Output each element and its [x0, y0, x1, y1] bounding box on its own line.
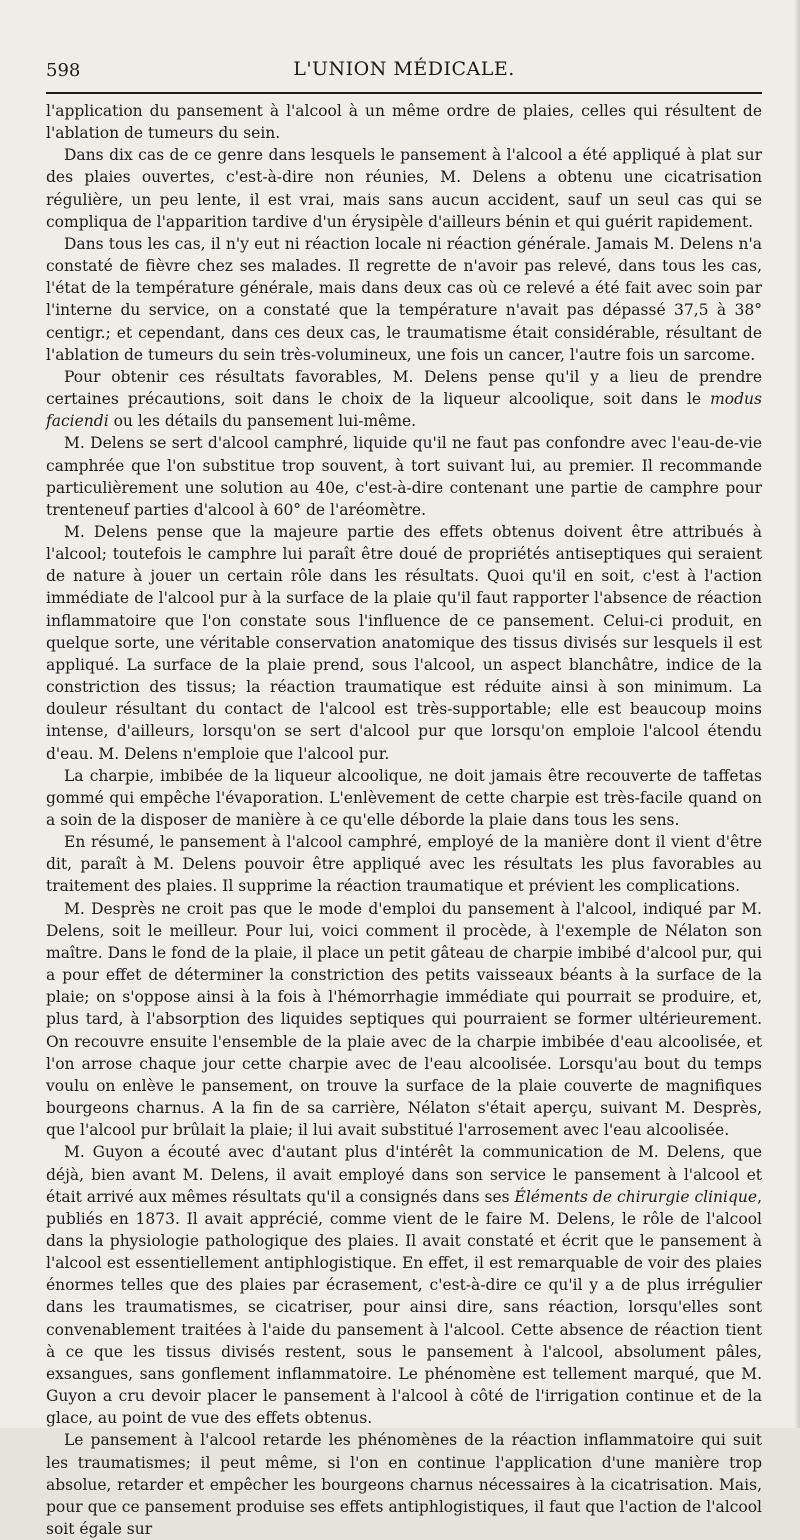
- running-title: L'UNION MÉDICALE.: [293, 58, 515, 80]
- paragraph: M. Delens se sert d'alcool camphré, liquide qu'il ne faut pas confondre avec l'eau-de-vie camphrée que l'on substitue trop souvent, à tort suivant lui, au premier. Il recommande particulièrement une solution au 40e, c'est-à-dire contenant une partie de camphre pour trenteneuf parties d'alcool à 60° de l'aréomètre.: [46, 434, 762, 519]
- page-edge-shadow: [794, 0, 800, 1428]
- paragraph-text: ou les détails du pansement lui-même.: [108, 412, 417, 431]
- paragraph: En résumé, le pansement à l'alcool camphré, employé de la manière dont il vient d'être dit, paraît à M. Delens pouvoir être appliqué avec les résultats les plus favorables au traitement des plaies. Il supprime la réaction traumatique et prévient les complications.: [46, 833, 762, 896]
- paragraph: Dans tous les cas, il n'y eut ni réaction locale ni réaction générale. Jamais M. Delens n'a constaté de fièvre chez ses malades. Il regrette de n'avoir pas relevé, dans tous les cas, l'état de la température générale, mais dans deux cas où ce relevé a été fait avec soin par l'interne du service, on a constaté que la température n'avait pas dépassé 37,5 à 38° centigr.; et cependant, dans ces deux cas, le traumatisme était considérable, résultant de l'ablation de tumeurs du sein très-volumineux, une fois un cancer, l'autre fois un sarcome.: [46, 234, 762, 364]
- paragraph-text: M. Guyon a écouté avec d'autant plus d'intérêt la communication de M. Delens, que déjà, bien avant M. Delens, il avait employé dans son service le pansement à l'alcool et était arrivé aux mêmes résultats qu'il a consignés dans ses: [46, 1143, 762, 1206]
- paragraph: Dans dix cas de ce genre dans lesquels le pansement à l'alcool a été appliqué à plat sur des plaies ouvertes, c'est-à-dire non réunies, M. Delens a obtenu une cicatrisation régulière, un peu lente, il est vrai, mais sans aucun accident, sauf un seul cas qui se compliqua de l'apparition tardive d'un érysipèle d'ailleurs bénin et qui guérit rapidement.: [46, 146, 762, 231]
- paragraph: M. Delens pense que la majeure partie des effets obtenus doivent être attribués à l'alcool; toutefois le camphre lui paraît être doué de propriétés antiseptiques qui seraient de nature à jouer un certain rôle dans les résultats. Quoi qu'il en soit, c'est à l'action immédiate de l'alcool pur à la surface de la plaie qu'il faut rapporter l'absence de réaction inflammatoire que l'on constate sous l'influence de ce pansement. Celui-ci produit, en quelque sorte, une véritable conservation anatomique des tissus divisés sur lesquels il est appliqué. La surface de la plaie prend, sous l'alcool, un aspect blanchâtre, indice de la constriction des tissus; la réaction traumatique est réduite ainsi à son minimum. La douleur résultant du contact de l'alcool est très-supportable; elle est beaucoup moins intense, d'ailleurs, lorsqu'on se sert d'alcool pur que lorsqu'on emploie l'alcool étendu d'eau. M. Delens n'emploie que l'alcool pur.: [46, 522, 762, 763]
- paragraph: l'application du pansement à l'alcool à un même ordre de plaies, celles qui résultent de l'ablation de tumeurs du sein.: [46, 102, 762, 143]
- paragraph: Le pansement à l'alcool retarde les phénomènes de la réaction inflammatoire qui suit les traumatismes; il peut même, si l'on en continue l'application d'une manière trop absolue, retarder et empêcher les bourgeons charnus nécessaires à la cicatrisation. Mais, pour que ce pansement produise ses effets antiphlogistiques, il faut que l'action de l'alcool soit égale sur: [46, 1431, 762, 1538]
- paragraph: M. Desprès ne croit pas que le mode d'emploi du pansement à l'alcool, indiqué par M. Delens, soit le meilleur. Pour lui, voici comment il procède, à l'exemple de Nélaton son maître. Dans le fond de la plaie, il place un petit gâteau de charpie imbibé d'alcool pur, qui a pour effet de déterminer la constriction des petits vaisseaux béants à la surface de la plaie; on s'oppose ainsi à la fois à l'hémorrhagie immédiate qui pourrait se produire, et, plus tard, à l'absorption des liquides septiques qui pourraient se former ultérieurement. On recouvre ensuite l'ensemble de la plaie avec de la charpie imbibée d'eau alcoolisée, et l'on arrose chaque jour cette charpie avec de l'eau alcoolisée. Lorsqu'au bout du temps voulu on enlève le pansement, on trouve la surface de la plaie couverte de magnifiques bourgeons charnus. A la fin de sa carrière, Nélaton s'était aperçu, suivant M. Desprès, que l'alcool pur brûlait la plaie; il lui avait substitué l'arrosement avec l'eau alcoolisée.: [46, 899, 762, 1140]
- paragraph: [46, 366, 762, 432]
- paragraph: [46, 1141, 762, 1429]
- italic-term: modus faciendi: [46, 390, 762, 431]
- paragraph: La charpie, imbibée de la liqueur alcoolique, ne doit jamais être recouverte de taffetas gommé qui empêche l'évaporation. L'enlèvement de cette charpie est très-facile quand on a soin de la disposer de manière à ce qu'elle déborde la plaie dans tous les sens.: [46, 766, 762, 829]
- page-header: [46, 0, 762, 88]
- italic-book-title: Éléments de chirurgie clinique: [514, 1187, 758, 1206]
- paragraph-text: Pour obtenir ces résultats favorables, M. Delens pense qu'il y a lieu de prendre certaines précautions, soit dans le choix de la liqueur alcoolique, soit dans le: [46, 367, 762, 409]
- header-rule: [46, 92, 762, 94]
- page-number: 598: [46, 60, 81, 81]
- article-body: [46, 88, 762, 1540]
- paragraph-text: , publiés en 1873. Il avait apprécié, comme vient de le faire M. Delens, le rôle de l'alcool dans la physiologie pathologique des plaies. Il avait constaté et écrit que le pansement à l'alcool est essentiellement antiphlogistique. En effet, il est remarquable de voir des plaies énormes telles que des plaies par écrasement, c'est-à-dire ce qu'il y a de plus irrégulier dans les traumatismes, se cicatriser, pour ainsi dire, sans réaction, lorsqu'elles sont convenablement traitées à l'aide du pansement à l'alcool. Cette absence de réaction tient à ce que les tissus divisés restent, sous le pansement à l'alcool, absolument pâles, exsangues, sans gonflement inflammatoire. Le phénomène est tellement marqué, que M. Guyon a cru devoir placer le pansement à l'alcool à côté de l'irrigation continue et de la glace, au point de vue des effets obtenus.: [46, 1187, 762, 1428]
